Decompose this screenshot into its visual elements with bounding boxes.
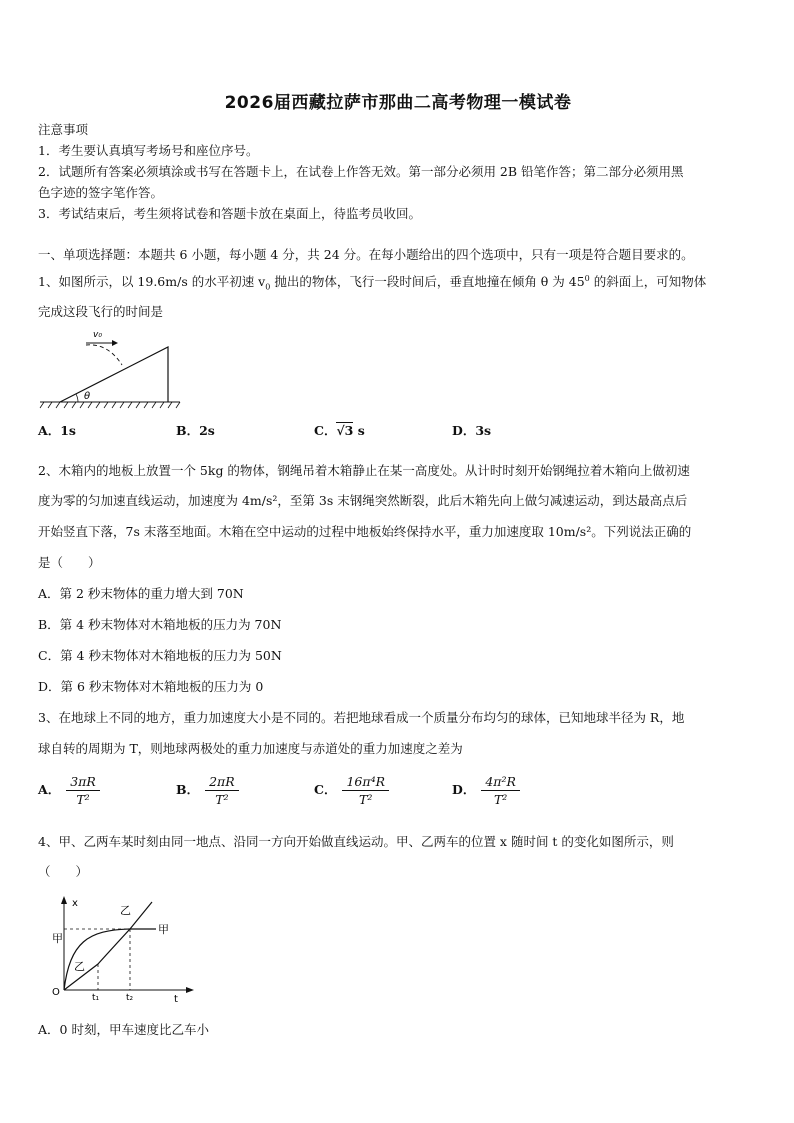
notice-heading: 注意事项 — [38, 122, 89, 137]
axis-t-label: t — [174, 994, 178, 1005]
option-b[interactable]: B． $\frac{2\pi R}{\text{T²}}$ — [176, 774, 239, 807]
option-d[interactable]: D．3s — [452, 423, 492, 438]
question-3-stem: 3、在地球上不同的地方，重力加速度大小是不同的。若把地球看成一个质量分布均匀的球体，已知地球半径为 R，地 — [38, 710, 685, 725]
option-d[interactable]: D．第 6 秒末物体对木箱地板的压力为 0 — [38, 679, 264, 694]
option-c[interactable]: C．第 4 秒末物体对木箱地板的压力为 50N — [38, 648, 282, 663]
t1-label: t₁ — [92, 993, 100, 1003]
question-3-stem: 球自转的周期为 T，则地球两极处的重力加速度与赤道处的重力加速度之差为 — [38, 741, 463, 756]
jia-label-left: 甲 — [52, 932, 63, 945]
question-4-stem: 4、甲、乙两车某时刻由同一地点、沿同一方向开始做直线运动。甲、乙两车的位置 x 随时间 t 的变化如图所示，则 — [38, 834, 674, 849]
yi-label-top: 乙 — [120, 904, 131, 917]
t2-label: t₂ — [126, 993, 134, 1003]
notice-item: 色字迹的签字笔作答。 — [38, 185, 164, 200]
theta-label: θ — [84, 391, 91, 402]
position-time-graph — [48, 892, 208, 1007]
incline-figure — [38, 325, 188, 410]
question-4-stem: （ ） — [38, 864, 89, 879]
question-2-stem: 是（ ） — [38, 555, 101, 570]
notice-item: 1．考生要认真填写考场号和座位序号。 — [38, 143, 259, 158]
yi-label-mid: 乙 — [74, 960, 85, 973]
option-a[interactable]: A． $\frac{3\pi R}{\text{T²}}$ — [38, 774, 100, 807]
question-2-stem: 2、木箱内的地板上放置一个 5kg 的物体，钢绳吊着木箱静止在某一高度处。从计时时刻开始钢绳拉着木箱向上做初速 — [38, 463, 690, 478]
option-c[interactable]: C． $\frac{\text{16π⁴R}}{\text{T²}}$ — [314, 774, 389, 807]
option-a[interactable]: A．1s — [38, 423, 76, 438]
option-d[interactable]: D． $\frac{\text{4π²R}}{\text{T²}}$ — [452, 774, 520, 807]
option-b[interactable]: B．2s — [176, 423, 215, 438]
jia-label-right: 甲 — [158, 923, 169, 936]
option-c[interactable]: C．√3 s — [314, 423, 365, 438]
notice-item: 2．试题所有答案必须填涂或书写在答题卡上，在试卷上作答无效。第一部分必须用 2B 铅笔作答；第二部分必须用黑 — [38, 164, 684, 179]
notice-item: 3．考试结束后，考生须将试卷和答题卡放在桌面上，待监考员收回。 — [38, 206, 421, 221]
question-2-stem: 开始竖直下落，7s 末落至地面。木箱在空中运动的过程中地板始终保持水平，重力加速度取 10m/s²。下列说法正确的 — [38, 524, 692, 539]
option-a[interactable]: A．0 时刻，甲车速度比乙车小 — [38, 1022, 209, 1037]
question-1-stem: 1、如图所示，以 19.6m/s 的水平初速 $v_0$ 抛出的物体，飞行一段时间后，垂直地撞在倾角 θ 为 $45^0$ 的斜面上，可知物体 — [38, 273, 707, 292]
question-2-stem: 度为零的匀加速直线运动，加速度为 4m/s²，至第 3s 末钢绳突然断裂，此后木箱先向上做匀减速运动，到达最高点后 — [38, 493, 688, 508]
option-a[interactable]: A．第 2 秒末物体的重力增大到 70N — [38, 586, 244, 601]
section-heading: 一、单项选择题：本题共 6 小题，每小题 4 分，共 24 分。在每小题给出的四个选项中，只有一项是符合题目要求的。 — [38, 247, 694, 262]
question-1-stem-cont: 完成这段飞行的时间是 — [38, 304, 164, 319]
velocity-label: v₀ — [93, 330, 102, 340]
page-title: 2026届西藏拉萨市那曲二高考物理一模试卷 — [224, 93, 572, 113]
axis-x-label: x — [72, 898, 78, 909]
option-b[interactable]: B．第 4 秒末物体对木箱地板的压力为 70N — [38, 617, 282, 632]
origin-label: O — [52, 987, 60, 998]
